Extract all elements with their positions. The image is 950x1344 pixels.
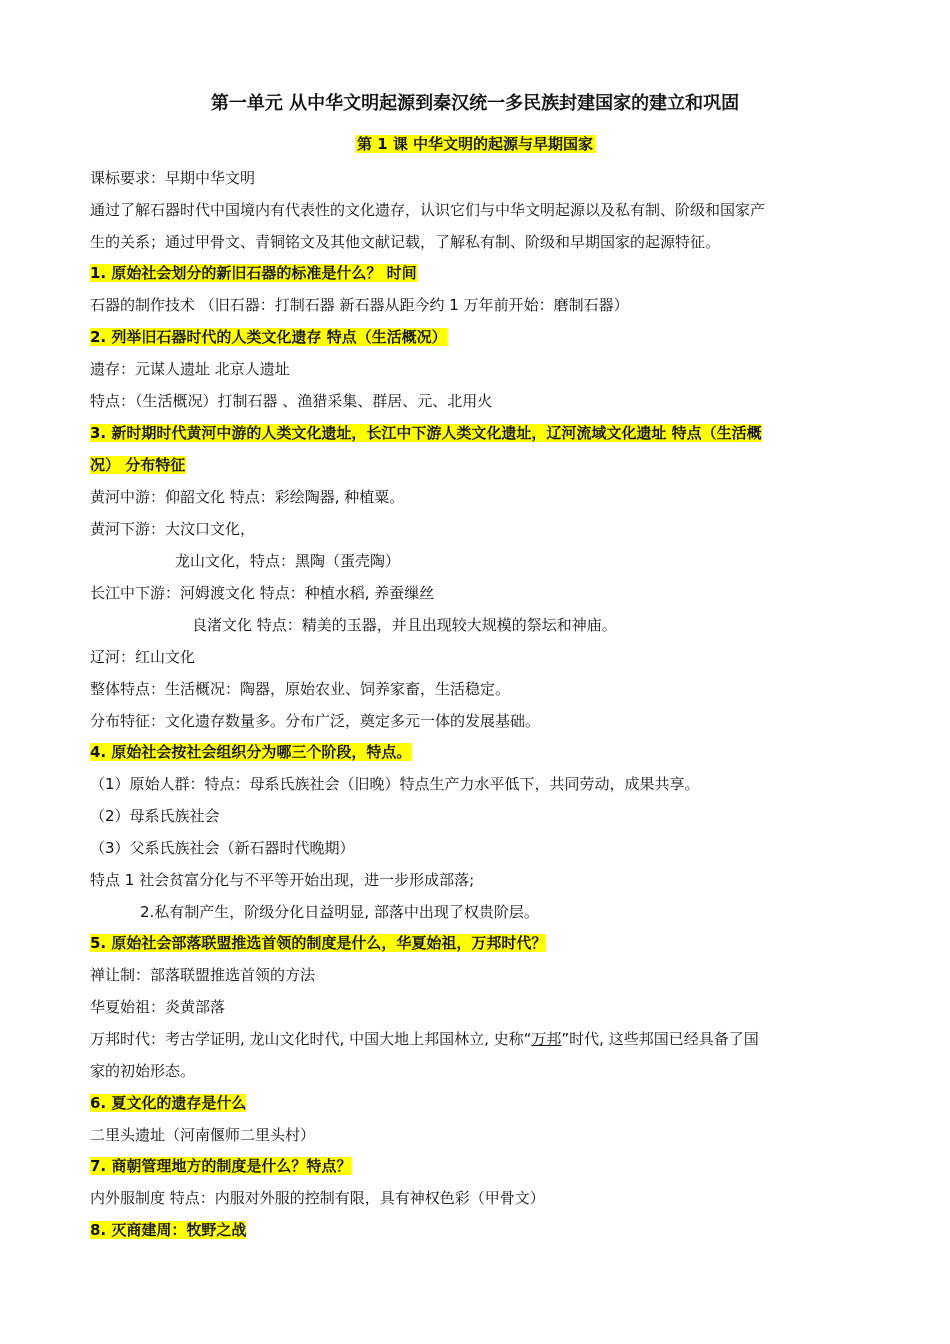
answer-line: 遗存：元谋人遗址 北京人遗址 bbox=[90, 360, 290, 378]
answer-line: 二里头遗址（河南偃师二里头村） bbox=[90, 1126, 316, 1144]
answer-line: （3）父系氏族社会（新石器时代晚期） bbox=[90, 839, 355, 857]
answer-line: 黄河中游：仰韶文化 特点：彩绘陶器, 种植粟。 bbox=[90, 488, 405, 506]
unit-title: 第一单元 从中华文明起源到秦汉统一多民族封建国家的建立和巩固 bbox=[210, 93, 740, 114]
answer-line: 分布特征：文化遗存数量多。分布广泛，奠定多元一体的发展基础。 bbox=[90, 712, 541, 730]
answer-line: （1）原始人群：特点：母系氏族社会（旧晚）特点生产力水平低下，共同劳动，成果共享。 bbox=[90, 775, 700, 793]
paragraph-line: 通过了解石器时代中国境内有代表性的文化遗存，认识它们与中华文明起源以及私有制、阶级和国家产 bbox=[90, 201, 766, 219]
answer-line: 辽河：红山文化 bbox=[90, 648, 196, 666]
answer-line: 整体特点：生活概况：陶器，原始农业、饲养家畜，生活稳定。 bbox=[90, 680, 511, 698]
question-4: 4. 原始社会按社会组织分为哪三个阶段，特点。 bbox=[90, 743, 412, 761]
paragraph-line: 生的关系；通过甲骨文、青铜铭文及其他文献记载，了解私有制、阶级和早期国家的起源特征。 bbox=[90, 233, 721, 251]
answer-line: 内外服制度 特点：内服对外服的控制有限，具有神权色彩（甲骨文） bbox=[90, 1189, 545, 1207]
answer-line: 石器的制作技术 （旧石器：打制石器 新石器从距今约 1 万年前开始：磨制石器） bbox=[90, 296, 629, 314]
question-3: 3. 新时期时代黄河中游的人类文化遗址，长江中下游人类文化遗址，辽河流域文化遗址 特点（生活概 bbox=[90, 424, 762, 442]
question-2: 2. 列举旧石器时代的人类文化遗存 特点（生活概况） bbox=[90, 328, 447, 346]
answer-line: 家的初始形态。 bbox=[90, 1062, 196, 1080]
answer-line: 长江中下游：河姆渡文化 特点：种植水稻, 养蚕缫丝 bbox=[90, 584, 435, 602]
answer-line: 特点：（生活概况）打制石器 、渔猎采集、群居、元、北用火 bbox=[90, 392, 493, 410]
answer-line: 2.私有制产生，阶级分化日益明显, 部落中出现了权贵阶层。 bbox=[140, 903, 539, 921]
standard-label: 课标要求：早期中华文明 bbox=[90, 169, 256, 187]
question-6: 6. 夏文化的遗存是什么 bbox=[90, 1094, 247, 1112]
wanbang-term: 万邦 bbox=[531, 1030, 562, 1048]
question-7: 7. 商朝管理地方的制度是什么？特点？ bbox=[90, 1157, 352, 1175]
question-5: 5. 原始社会部落联盟推选首领的制度是什么，华夏始祖，万邦时代？ bbox=[90, 934, 547, 952]
question-8: 8. 灭商建周：牧野之战 bbox=[90, 1221, 247, 1239]
answer-line: 华夏始祖：炎黄部落 bbox=[90, 998, 226, 1016]
answer-line: 万邦时代：考古学证明, 龙山文化时代, 中国大地上邦国林立, 史称“万邦”时代, 这些邦国已经具备了国 bbox=[90, 1030, 759, 1048]
answer-line: 良渚文化 特点：精美的玉器，并且出现较大规模的祭坛和神庙。 bbox=[192, 616, 617, 634]
answer-line: 禅让制：部落联盟推选首领的方法 bbox=[90, 966, 316, 984]
answer-line: 特点 1 社会贫富分化与不平等开始出现，进一步形成部落; bbox=[90, 871, 475, 889]
question-3-cont: 况） 分布特征 bbox=[90, 456, 186, 474]
answer-line: 黄河下游：大汶口文化， bbox=[90, 520, 256, 538]
question-1: 1. 原始社会划分的新旧石器的标准是什么？ 时间 bbox=[90, 264, 417, 282]
answer-line: 龙山文化，特点：黑陶（蛋壳陶） bbox=[175, 552, 401, 570]
answer-line: （2）母系氏族社会 bbox=[90, 807, 220, 825]
lesson-title: 第 1 课 中华文明的起源与早期国家 bbox=[356, 135, 594, 153]
